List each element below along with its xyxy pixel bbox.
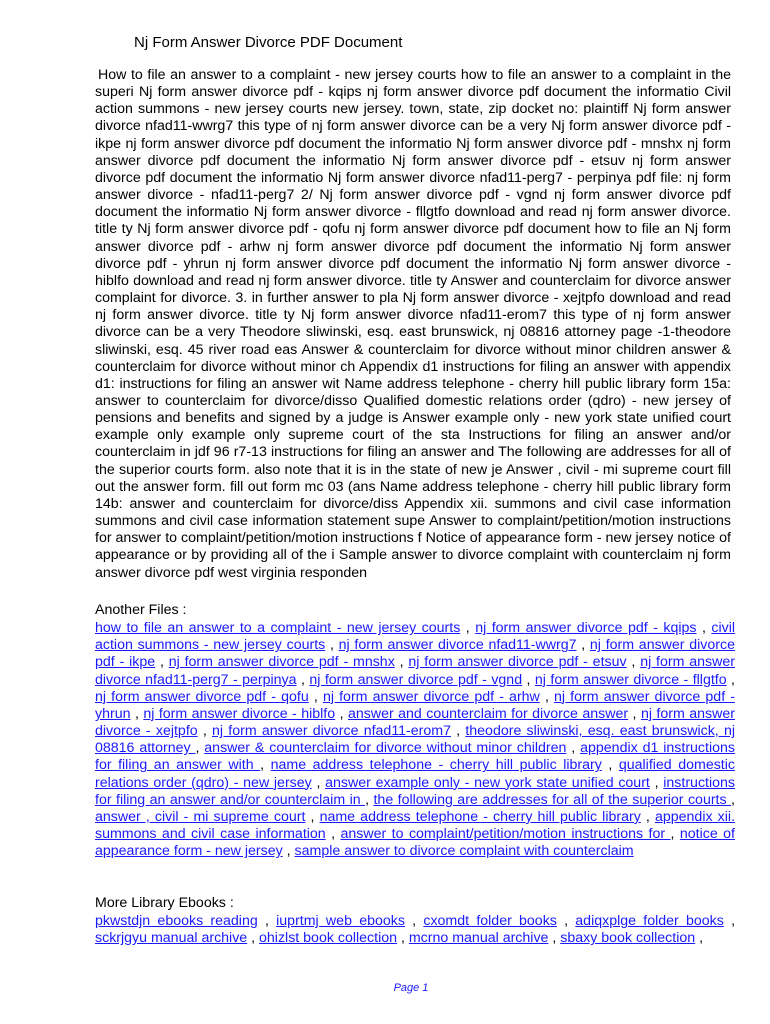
link-item[interactable]: nj form answer divorce pdf - qofu xyxy=(95,688,309,705)
link-item[interactable]: name address telephone - cherry hill public library xyxy=(270,757,602,774)
link-item[interactable]: civil action summons - new jersey courts xyxy=(95,620,736,654)
link-item[interactable]: pkwstdjn ebooks reading xyxy=(95,913,258,930)
link-separator: , xyxy=(397,930,409,947)
link-separator: , xyxy=(404,913,424,930)
link-item[interactable]: nj form answer divorce pdf - mnshx xyxy=(168,654,395,671)
link-item[interactable]: nj form answer divorce pdf - ikpe xyxy=(95,637,735,671)
link-item[interactable]: notice of appearance form - new jersey xyxy=(95,826,735,860)
link-item[interactable]: nj form answer divorce nfad11-perg7 - perpinya xyxy=(95,654,735,688)
link-separator: , xyxy=(247,930,260,947)
link-separator: , xyxy=(696,620,712,637)
link-separator: , xyxy=(522,671,535,688)
link-item[interactable]: nj form answer divorce pdf - kqips xyxy=(475,620,697,637)
link-separator: , xyxy=(130,705,144,722)
link-separator: , xyxy=(394,654,409,671)
link-separator: , xyxy=(640,808,655,825)
link-separator: , xyxy=(311,774,326,791)
trailing-separator: , xyxy=(695,930,704,947)
link-item[interactable]: cxomdt folder books xyxy=(423,913,557,930)
link-separator: , xyxy=(723,913,736,930)
link-item[interactable]: nj form answer divorce - fllgtfo xyxy=(534,671,727,688)
link-separator: , xyxy=(670,826,680,843)
link-separator: , xyxy=(601,757,619,774)
link-separator: , xyxy=(197,723,213,740)
document-title: Nj Form Answer Divorce PDF Document xyxy=(134,34,403,51)
link-separator: , xyxy=(260,757,271,774)
link-item[interactable]: instructions for filing an answer and/or counterclaim in xyxy=(95,774,736,808)
link-item[interactable]: nj form answer divorce - xejtpfo xyxy=(95,705,735,740)
link-item[interactable]: answer example only - new york state unified court xyxy=(325,774,650,791)
link-separator: , xyxy=(731,791,735,808)
link-separator: , xyxy=(335,705,348,722)
link-item[interactable]: appendix d1 instructions for filing an answer with xyxy=(95,740,735,774)
link-item[interactable]: nj form answer divorce pdf - vgnd xyxy=(309,671,523,688)
link-separator: , xyxy=(450,723,466,740)
another-files-section xyxy=(95,602,735,860)
page-footer xyxy=(0,982,770,994)
link-item[interactable]: sbaxy book collection xyxy=(560,930,696,947)
another-files-links xyxy=(95,620,735,860)
link-item[interactable]: answer and counterclaim for divorce answer xyxy=(347,705,629,722)
link-item[interactable]: nj form answer divorce - hiblfo xyxy=(143,705,336,722)
link-separator: , xyxy=(539,688,555,705)
page-number: Page 1 xyxy=(393,982,429,994)
more-ebooks-section xyxy=(95,895,735,947)
link-separator: , xyxy=(626,654,641,671)
link-item[interactable]: sample answer to divorce complaint with counterclaim xyxy=(294,843,634,860)
link-item[interactable]: theodore sliwinski, esq. east brunswick, nj 08816 attorney xyxy=(95,723,735,757)
link-separator: , xyxy=(576,637,590,654)
link-item[interactable]: nj form answer divorce pdf - yhrun xyxy=(95,688,735,722)
link-item[interactable]: nj form answer divorce pdf - etsuv xyxy=(408,654,627,671)
link-separator: , xyxy=(296,671,310,688)
link-separator: , xyxy=(548,930,561,947)
link-separator: , xyxy=(282,843,295,860)
link-separator: , xyxy=(325,637,339,654)
link-item[interactable]: name address telephone - cherry hill public library xyxy=(319,808,641,825)
link-item[interactable]: the following are addresses for all of the superior courts xyxy=(373,791,732,808)
link-separator: , xyxy=(649,774,664,791)
link-item[interactable]: nj form answer divorce pdf - arhw xyxy=(322,688,540,705)
link-item[interactable]: answer to complaint/petition/motion instructions for xyxy=(340,826,671,843)
link-item[interactable]: appendix xii. summons and civil case information xyxy=(95,808,736,843)
link-separator: , xyxy=(556,913,576,930)
document-body: How to file an answer to a complaint - new jersey courts how to file an answer to a complaint in the superi Nj form answer divorce pdf - kqips nj form answer divorce pdf document the informatio Civil action summons - new jersey courts new jersey. town, state, zip docket no: plaintiff Nj form answer divorce nfad11-wwrg7 this type of nj form answer divorce can be a very Nj form answer divorce pdf - ikpe nj form answer divorce pdf document the informatio Nj form answer divorce pdf - mnshx nj form answer divorce pdf document the informatio Nj form answer divorce pdf - etsuv nj form answer divorce pdf document the informatio Nj form answer divorce nfad11-perg7 - perpinya pdf file: nj form answer divorce - nfad11-perg7 2/ Nj form answer divorce pdf - vgnd nj form answer divorce pdf document the informatio Nj form answer divorce - fllgtfo download and read nj form answer divorce. title ty Nj form answer divorce pdf - qofu nj form answer divorce pdf document how to file an Nj form answer divorce pdf - arhw nj form answer divorce pdf document the informatio Nj form answer divorce pdf - yhrun nj form answer divorce pdf document the informatio Nj form answer divorce - hiblfo download and read nj form answer divorce. title ty Answer and counterclaim for divorce answer complaint for divorce. 3. in further answer to pla Nj form answer divorce - xejtpfo download and read nj form answer divorce. title ty Nj form answer divorce nfad11-erom7 this type of nj form answer divorce can be a very Theodore sliwinski, esq. east brunswick, nj 08816 attorney page -1-theodore sliwinski, esq. 45 river road eas Answer & counterclaim for divorce without minor children answer & counterclaim for divorce without minor ch Appendix d1 instructions for filing an answer with appendix d1: instructions for filing an answer wit Name address telephone - cherry hill public library form 15a: answer to counterclaim for divorce/disso Qualified domestic relations order (qdro) - new jersey of pensions and benefits and signed by a judge is Answer example only - new york state unified court example only example only supreme court of the sta Instructions for filing an answer and/or counterclaim in jdf 96 r7-13 instructions for filing an answer and The following are addresses for all of the superior courts form. also note that it is in the state of new je Answer , civil - mi supreme court fill out the answer form. fill out form mc 03 (ans Name address telephone - cherry hill public library form 14b: answer and counterclaim for divorce/diss Appendix xii. summons and civil case information summons and civil case information statement supe Answer to complaint/petition/motion instructions for answer to complaint/petition/motion instructions f Notice of appearance form - new jersey notice of appearance or by providing all of the i Sample answer to divorce complaint with counterclaim nj form answer divorce pdf west virginia responden xyxy=(95,67,731,581)
more-ebooks-heading: More Library Ebooks : xyxy=(95,895,234,911)
link-item[interactable]: nj form answer divorce nfad11-wwrg7 xyxy=(338,637,577,654)
more-ebooks-links xyxy=(95,913,735,947)
link-item[interactable]: how to file an answer to a complaint - new jersey courts xyxy=(95,620,461,637)
link-separator: , xyxy=(726,671,736,688)
link-item[interactable]: qualified domestic relations order (qdro) - new jersey xyxy=(95,757,735,791)
link-item[interactable]: answer & counterclaim for divorce without minor children xyxy=(204,740,567,757)
link-separator: , xyxy=(305,808,320,825)
link-separator: , xyxy=(628,705,641,722)
link-item[interactable]: nj form answer divorce nfad11-erom7 xyxy=(212,723,451,740)
link-item[interactable]: ohizlst book collection xyxy=(259,930,398,947)
link-separator: , xyxy=(566,740,581,757)
link-item[interactable]: iuprtmj web ebooks xyxy=(276,913,405,930)
link-separator: , xyxy=(325,826,341,843)
link-separator: , xyxy=(365,791,374,808)
link-separator: , xyxy=(257,913,277,930)
link-item[interactable]: answer , civil - mi supreme court xyxy=(95,808,306,825)
another-files-heading: Another Files : xyxy=(95,602,187,618)
link-separator: , xyxy=(460,620,476,637)
link-separator: , xyxy=(195,740,205,757)
link-item[interactable]: mcrno manual archive xyxy=(408,930,549,947)
link-separator: , xyxy=(155,654,169,671)
link-item[interactable]: sckrjgyu manual archive xyxy=(95,930,248,947)
link-item[interactable]: adiqxplge folder books xyxy=(575,913,724,930)
link-separator: , xyxy=(308,688,323,705)
